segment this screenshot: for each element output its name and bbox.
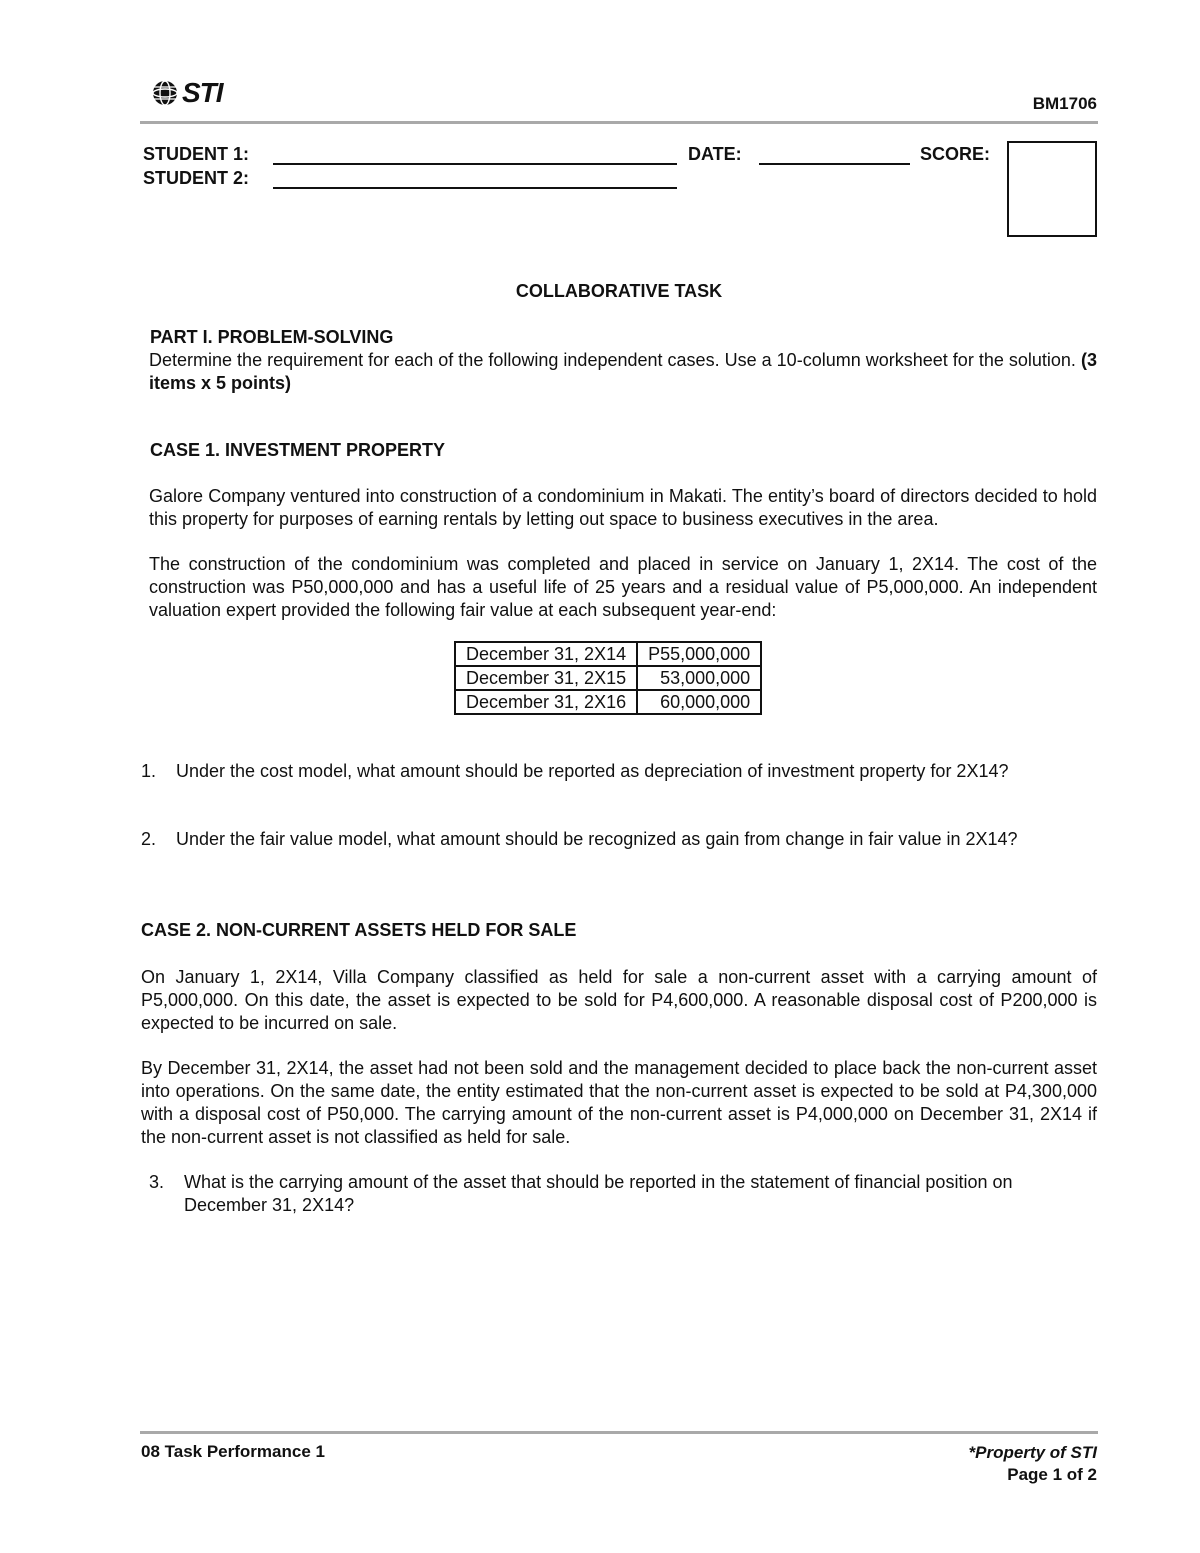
question-number: 2. [141, 829, 157, 849]
page-number: Page 1 of 2 [1007, 1465, 1097, 1484]
case1-para1: Galore Company ventured into construction of a condominium in Makati. The entity’s board of directors decided to hold this property for purposes of earning rentals by letting out space to business executives in the area. [149, 486, 1097, 529]
student1-field[interactable] [273, 163, 677, 165]
case2-para1: On January 1, 2X14, Villa Company classified as held for sale a non-current asset with a carrying amount of P5,000,000. On this date, the asset is expected to be sold for P4,600,000. A reasonable disposal cost of P200,000 is expected to be incurred on sale. [141, 967, 1097, 1033]
footer-right [969, 1442, 1097, 1486]
table-row [455, 690, 761, 714]
case1-heading: CASE 1. INVESTMENT PROPERTY [150, 440, 446, 460]
instruction-text: Determine the requirement for each of the following independent cases. Use a 10-column worksheet for the solution. [149, 350, 1076, 370]
fv-amount: P55,000,000 [637, 642, 761, 666]
document-code: BM1706 [1032, 94, 1097, 113]
question-text: What is the carrying amount of the asset that should be reported in the statement of financial position on December 31, 2X14? [184, 1172, 1013, 1215]
score-box[interactable] [1007, 141, 1097, 237]
table-row [455, 642, 761, 666]
footer-task-label: 08 Task Performance 1 [141, 1442, 325, 1461]
globe-icon [150, 78, 180, 108]
fv-date: December 31, 2X14 [455, 642, 637, 666]
part1-heading: PART I. PROBLEM-SOLVING [150, 327, 394, 347]
student2-field[interactable] [273, 187, 677, 189]
case2-heading: CASE 2. NON-CURRENT ASSETS HELD FOR SALE [141, 920, 577, 940]
footer-rule [140, 1431, 1098, 1434]
question-text: Under the fair value model, what amount should be recognized as gain from change in fair value in 2X14? [176, 829, 1018, 849]
student1-label: STUDENT 1: [143, 144, 250, 164]
points-text: (3 items x 5 points) [149, 350, 1097, 393]
question-2 [141, 828, 1097, 851]
fv-date: December 31, 2X15 [455, 666, 637, 690]
fv-amount: 53,000,000 [637, 666, 761, 690]
page-title: COLLABORATIVE TASK [515, 281, 723, 301]
sti-logo [150, 76, 223, 110]
property-notice: *Property of STI [968, 1443, 1097, 1462]
fair-value-table [454, 641, 762, 715]
score-label: SCORE: [920, 144, 991, 164]
date-label: DATE: [688, 144, 742, 164]
fv-amount: 60,000,000 [637, 690, 761, 714]
logo-text: STI [182, 77, 223, 108]
case1-para2: The construction of the condominium was completed and placed in service on January 1, 2X14. The cost of the construction was P50,000,000 and has a useful life of 25 years and a residual value of P5,000,000. An independent valuation expert provided the following fair value at each subsequent year-end: [149, 554, 1097, 620]
case2-para2: By December 31, 2X14, the asset had not been sold and the management decided to place back the non-current asset into operations. On the same date, the entity estimated that the non-current asset is expected to be sold at P4,300,000 with a disposal cost of P50,000. The carrying amount of the non-current asset is P4,000,000 on December 31, 2X14 if the non-current asset is not classified as held for sale. [141, 1058, 1097, 1147]
header-rule [140, 121, 1098, 124]
table-row [455, 666, 761, 690]
question-3 [149, 1171, 1097, 1217]
student2-label: STUDENT 2: [143, 168, 250, 188]
question-number: 1. [141, 761, 157, 781]
fv-date: December 31, 2X16 [455, 690, 637, 714]
part1-instruction [149, 349, 1097, 395]
question-1 [141, 760, 1097, 783]
date-field[interactable] [759, 163, 910, 165]
question-number: 3. [149, 1172, 165, 1192]
question-text: Under the cost model, what amount should be reported as depreciation of investment property for 2X14? [176, 761, 1009, 781]
